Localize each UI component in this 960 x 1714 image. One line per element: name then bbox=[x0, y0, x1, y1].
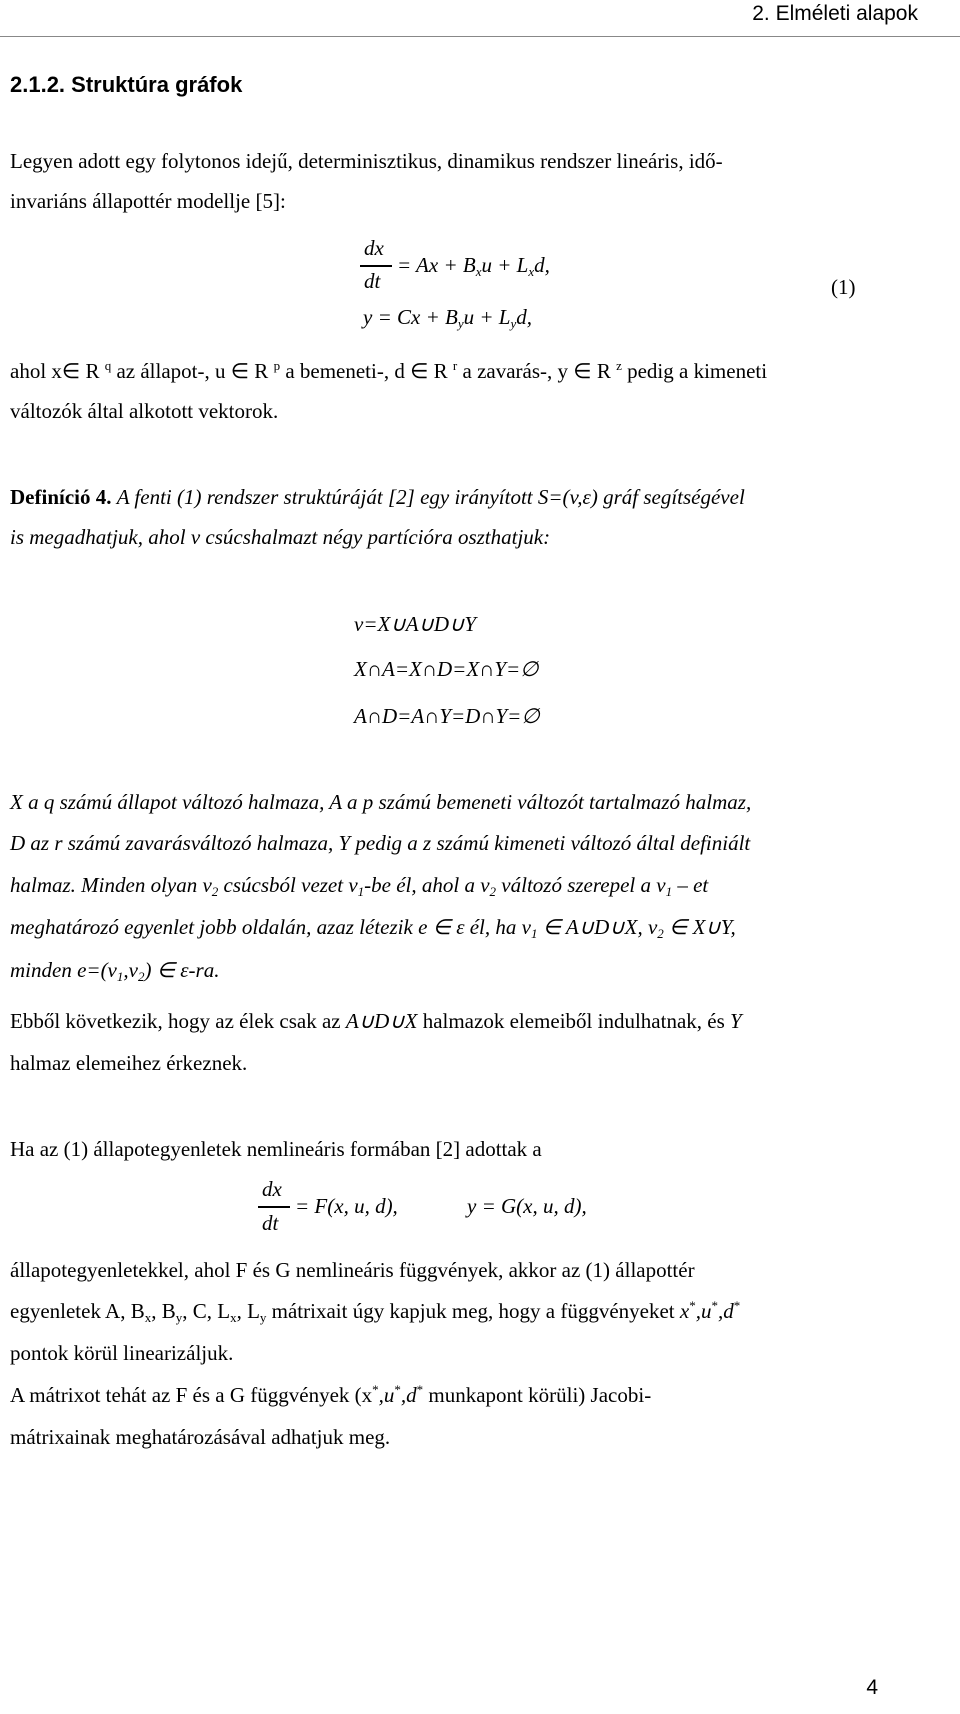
vars-line-1: ahol x∈ R $^q$ az állapot-, u ∈ R $^p$ a bemeneti-, d ∈ R $^r$ a zavarás-, y ∈ R $^z$ pedig a kimeneti bbox=[10, 358, 768, 383]
nonlin-intro: Ha az (1) állapotegyenletek nemlineáris formában [2] adottak a bbox=[10, 1137, 542, 1161]
nl-dx: dx bbox=[262, 1177, 282, 1201]
jacobi-line-2: mátrixainak meghatározásával adhatjuk meg. bbox=[10, 1425, 391, 1449]
eq-rhs-1: = $Ax + B_xu + L_xd$, bbox=[397, 253, 550, 279]
header-rule bbox=[0, 36, 960, 37]
set-intersect-x: X∩A=X∩D=X∩Y=∅ bbox=[354, 657, 539, 681]
eq-fraction-bar bbox=[360, 265, 392, 267]
set-intersect-a: A∩D=A∩Y=D∩Y=∅ bbox=[354, 704, 540, 728]
definition-line-2: is megadhatjuk, ahol v csúcshalmazt négy partícióra oszthatjuk: bbox=[10, 525, 551, 549]
explain-line-3: halmaz. Minden olyan $v_2$ csúcsból vezet $v_1-be$ él, ahol a $v_2$ változó szerepel a $v_1$ – et bbox=[10, 873, 709, 899]
eq-rhs-2: $y = Cx + B_yu + L_yd$, bbox=[363, 305, 532, 331]
intro-line-1: Legyen adott egy folytonos idejű, determinisztikus, dinamikus rendszer lineáris, idő- bbox=[10, 149, 723, 173]
nl-fraction-bar bbox=[258, 1206, 290, 1208]
explain-line-2: D az r számú zavarásváltozó halmaza, Y pedig a z számú kimeneti változó által definiált bbox=[10, 831, 751, 855]
section-title: 2.1.2. Struktúra gráfok bbox=[10, 72, 243, 97]
running-header: 2. Elméleti alapok bbox=[752, 2, 918, 25]
eq-dx: dx bbox=[364, 236, 384, 260]
definition-line-1: Definíció 4. A fenti (1) rendszer struktúráját [2] egy irányított S=(v,ε) gráf segítségével bbox=[10, 485, 745, 509]
nl-eq-g: y = G(x, u, d), bbox=[467, 1194, 587, 1218]
explain-line-4: meghatározó egyenlet jobb oldalán, azaz létezik e ∈ ε él, ha $v_1$ ∈ A∪D∪X, $v_2$ ∈ X∪Y, bbox=[10, 915, 736, 941]
explain-line-5: minden $e=(v_1,v_2)$ ∈ ε-ra. bbox=[10, 958, 220, 984]
eq-dt: dt bbox=[364, 269, 381, 293]
nonlin-line-3: pontok körül linearizáljuk. bbox=[10, 1341, 234, 1365]
nl-eq-f: = F(x, u, d), bbox=[295, 1194, 398, 1218]
intro-line-2: invariáns állapottér modellje [5]: bbox=[10, 189, 286, 213]
ebbol-line-1: Ebből következik, hogy az élek csak az A∪D∪X halmazok elemeiből indulhatnak, és Y bbox=[10, 1009, 742, 1033]
vars-line-2: változók által alkotott vektorok. bbox=[10, 399, 279, 423]
ebbol-line-2: halmaz elemeihez érkeznek. bbox=[10, 1051, 248, 1075]
jacobi-line-1: A mátrixot tehát az F és a G függvények (x*,u*,d* munkapont körüli) Jacobi- bbox=[10, 1382, 652, 1407]
nl-dt: dt bbox=[262, 1211, 279, 1235]
nonlin-line-2: egyenletek A, $B_x$, $B_y$, C, $L_x$, $L_y$ mátrixait úgy kapjuk meg, hogy a függvényeket x*,u*,d* bbox=[10, 1298, 741, 1325]
eq-number: (1) bbox=[831, 275, 856, 299]
explain-line-1: X a q számú állapot változó halmaza, A a p számú bemeneti változót tartalmazó halmaz, bbox=[10, 790, 752, 814]
page-number: 4 bbox=[866, 1676, 878, 1699]
nonlin-line-1: állapotegyenletekkel, ahol F és G nemlineáris függvények, akkor az (1) állapottér bbox=[10, 1258, 695, 1282]
set-union: v=X∪A∪D∪Y bbox=[354, 612, 477, 636]
